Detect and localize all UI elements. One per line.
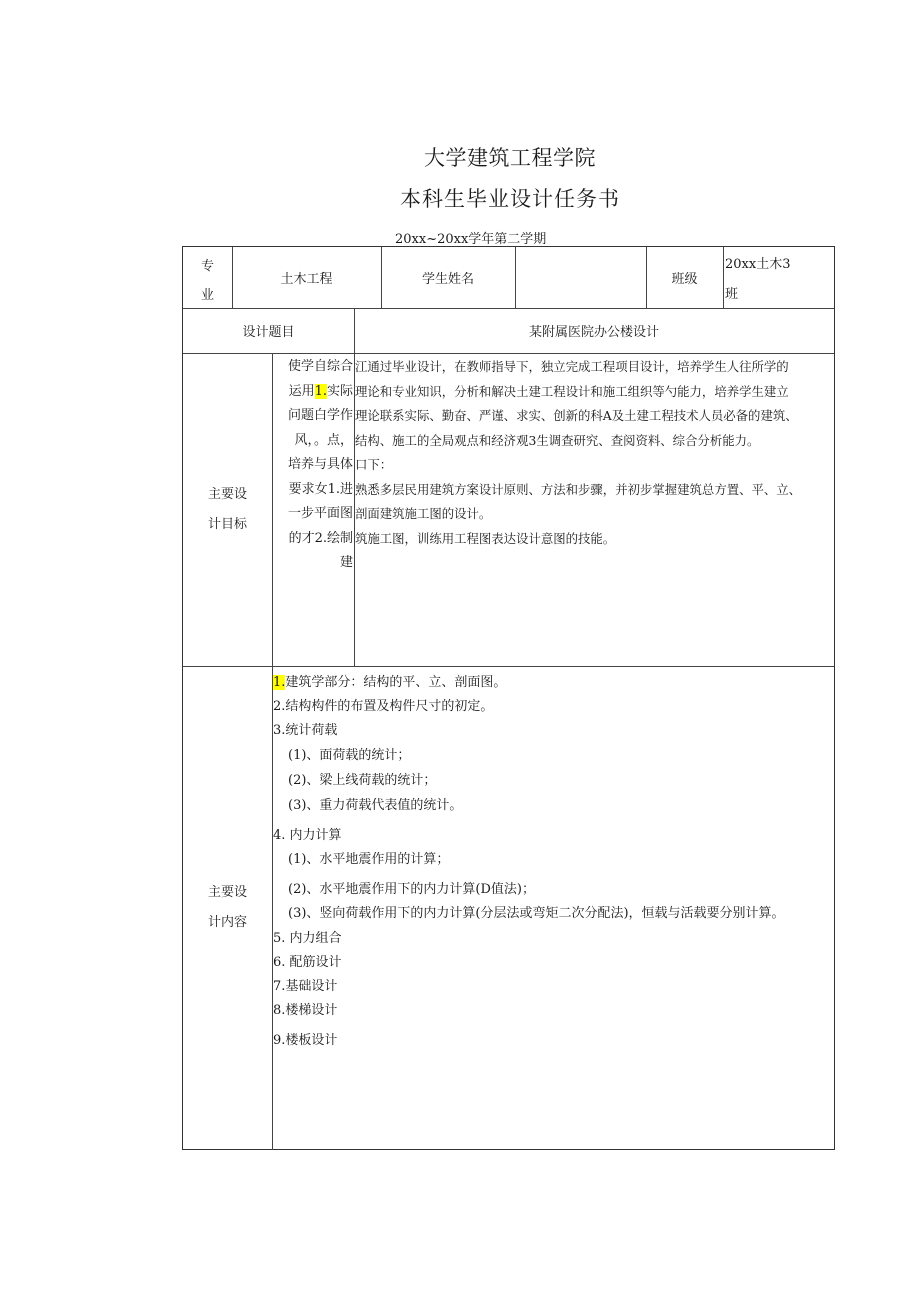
design-goal-text-cell (354, 353, 834, 666)
semester-label: 20xx~20xx学年第二学期 (395, 232, 547, 247)
content-item-1: 1.建筑学部分：结构的平、立、剖面图。 (273, 675, 507, 690)
left-fragment: 一步平面图 (287, 506, 353, 521)
left-fragment: 风，。点， (294, 432, 353, 448)
design-content-label-cell (183, 666, 272, 1150)
left-fragment: 使学自综合 (287, 359, 353, 374)
goal-text-line: 结构、施工的全局观点和经济观3生调查研究、查阅资料、综合分析能力。 (355, 432, 760, 448)
topic-label-cell (183, 308, 354, 353)
left-fragment: 培养与具体 (287, 457, 353, 472)
content-subitem: (2)、水平地震作用下的内力计算(D值法)； (288, 882, 535, 897)
document-title: 本科生毕业设计任务书 (400, 187, 620, 211)
task-table (182, 246, 835, 1150)
design-goal-label-line1: 主要设 (207, 487, 247, 502)
highlighted-number: 1. (273, 675, 286, 690)
left-fragment: 问题白学作 (287, 408, 353, 423)
design-content-label-line2: 计内容 (207, 915, 247, 930)
design-goal-label-line2: 计目标 (207, 517, 247, 532)
topic-label: 设计题目 (242, 325, 295, 340)
content-subitem: (1)、水平地震作用的计算； (288, 852, 450, 867)
content-subitem: (1)、面荷载的统计； (288, 748, 411, 763)
goal-text-line: 口下： (355, 457, 393, 472)
content-item: 5. 内力组合 (273, 931, 342, 946)
goal-text-line: 熟悉多层民用建筑方案设计原则、方法和步骤，并初步掌握建筑总方置、平、立、 (355, 481, 802, 497)
design-goal-left-fragment-cell (272, 353, 354, 666)
class-value-cell (723, 247, 834, 308)
major-value: 土木工程 (280, 272, 333, 287)
left-fragment: 的才2.绘制 (288, 530, 353, 546)
content-item: 7.基础设计 (273, 979, 338, 994)
goal-text-line: 筑施工图，训练用工程图表达设计意图的技能。 (355, 530, 616, 546)
major-label-line2: 业 (201, 288, 215, 303)
highlighted-number: 1. (314, 383, 327, 399)
design-content-label-line1: 主要设 (207, 885, 247, 900)
content-item: 4. 内力计算 (273, 828, 342, 843)
student-name-label-cell (381, 247, 515, 308)
content-item: 3.统计荷载 (273, 723, 338, 738)
class-value-line1: 20xx土木3 (725, 257, 791, 272)
major-value-cell (232, 247, 381, 308)
goal-text-line: 理论联系实际、勤奋、严谨、求实、创新的科A及土建工程技术人员必备的建筑、 (355, 408, 798, 423)
topic-value-cell (354, 308, 834, 353)
content-subitem: (2)、梁上线荷载的统计； (288, 773, 437, 788)
goal-text-line: 剖面建筑施工图的设计。 (355, 506, 492, 521)
student-name-label: 学生姓名 (421, 272, 474, 287)
topic-value: 某附属医院办公楼设计 (528, 325, 659, 340)
major-label-line1: 专 (201, 259, 215, 274)
major-label-cell (183, 247, 232, 308)
goal-text-line: 理论和专业知识，分析和解决土建工程设计和施工组织等勺能力，培养学生建立 (355, 383, 789, 399)
content-item: 6. 配筋设计 (273, 955, 342, 970)
design-content-list-cell (272, 666, 834, 1150)
student-name-value-cell[interactable] (515, 247, 646, 308)
school-title: 大学建筑工程学院 (424, 146, 596, 170)
content-item: 2.结构构件的布置及构件尺寸的初定。 (273, 699, 494, 714)
goal-text-line: 江通过毕业设计，在教师指导下，独立完成工程项目设计，培养学生人往所学的 (355, 359, 789, 374)
content-item: 8.楼梯设计 (273, 1003, 338, 1018)
content-subitem: (3)、重力荷载代表值的统计。 (288, 798, 463, 813)
design-goal-label-cell (183, 353, 272, 666)
left-fragment: 要求女1.进 (288, 481, 353, 497)
left-fragment-highlighted: 运用1.实际 (288, 383, 353, 399)
class-value-line2: 班 (725, 287, 739, 302)
class-label: 班级 (671, 272, 698, 287)
content-subitem: (3)、竖向荷载作用下的内力计算(分层法或弯矩二次分配法)，恒载与活载要分别计算。 (288, 906, 785, 921)
class-label-cell (646, 247, 723, 308)
content-item: 9.楼板设计 (273, 1033, 338, 1048)
left-fragment: 建 (339, 555, 353, 570)
